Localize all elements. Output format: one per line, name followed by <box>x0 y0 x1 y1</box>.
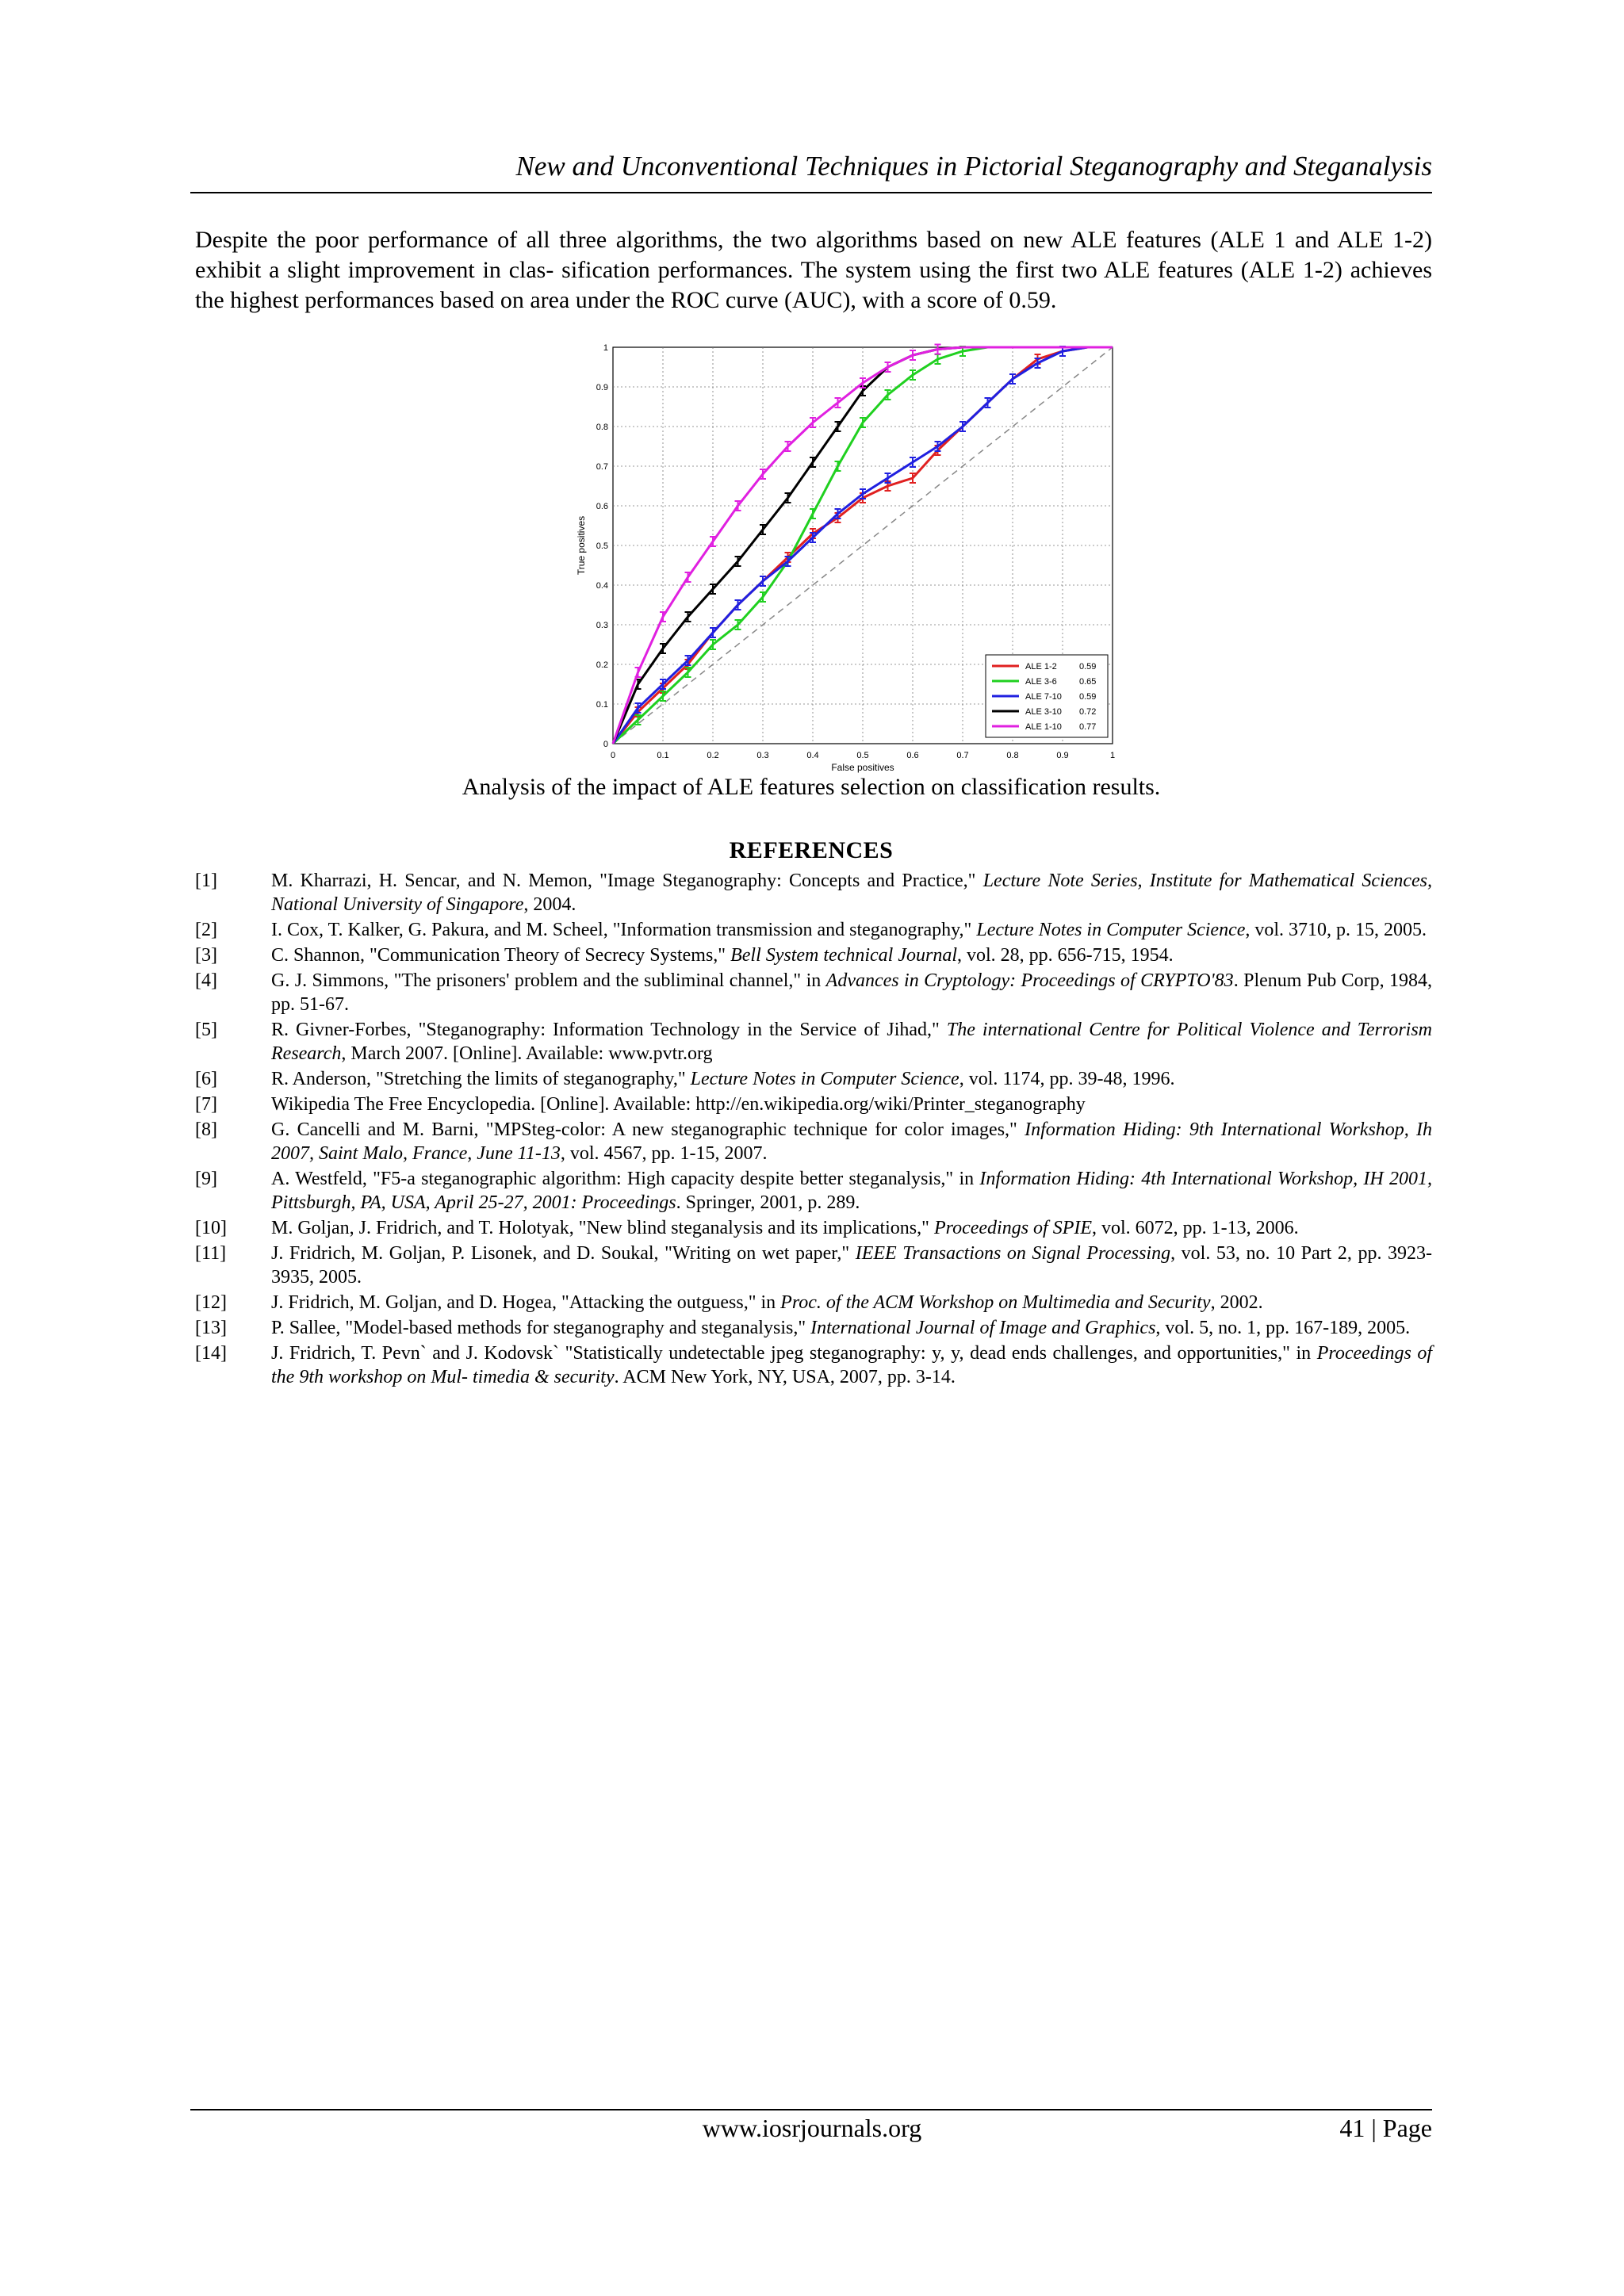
legend-label: ALE 7-10 <box>1025 692 1062 702</box>
reference-item <box>195 943 1432 967</box>
reference-text-details: , vol. 3710, p. 15, 2005. <box>1245 920 1427 940</box>
x-tick-label: 0.8 <box>1006 751 1019 760</box>
y-tick-label: 0.5 <box>596 541 608 551</box>
reference-source-title: The international Centre for Political Violence and Terrorism Research <box>271 1020 1433 1064</box>
reference-text-plain: M. Kharrazi, H. Sencar, and N. Memon, "Image Steganography: Concepts and Practice," <box>271 871 983 891</box>
reference-source-title: International Journal of Image and Graphics <box>810 1318 1156 1338</box>
x-tick-label: 0 <box>610 751 616 760</box>
reference-source-title: Information Hiding: 9th International Workshop, Ih 2007, Saint Malo, France, June 11-13 <box>271 1119 1433 1164</box>
x-tick-label: 0.5 <box>856 751 869 760</box>
reference-source-title: Lecture Notes in Computer Science <box>690 1069 959 1089</box>
reference-text <box>271 1018 1432 1066</box>
reference-item <box>195 1341 1432 1389</box>
reference-source-title: Proceedings of the 9th workshop on Mul- timedia & security <box>271 1343 1432 1387</box>
reference-text-plain: G. Cancelli and M. Barni, "MPSteg-color: A new steganographic technique for color images," <box>271 1119 1025 1140</box>
roc-chart <box>559 341 1122 773</box>
reference-number: [2] <box>195 920 217 940</box>
reference-item <box>195 1118 1432 1165</box>
references-heading: REFERENCES <box>729 837 894 863</box>
reference-number: [14] <box>195 1343 227 1364</box>
reference-item <box>195 1216 1432 1240</box>
legend-auc: 0.65 <box>1079 677 1097 687</box>
reference-text-details: , vol. 6072, pp. 1-13, 2006. <box>1092 1218 1299 1238</box>
reference-text <box>271 1118 1432 1165</box>
y-tick-label: 0.9 <box>596 383 608 392</box>
x-tick-label: 0.3 <box>756 751 769 760</box>
x-tick-label: 0.2 <box>707 751 719 760</box>
legend-label: ALE 3-6 <box>1025 677 1057 687</box>
legend-auc: 0.77 <box>1079 722 1097 732</box>
page-number: 41 | Page <box>1339 2114 1432 2142</box>
x-tick-label: 1 <box>1109 751 1116 760</box>
reference-source-title: Advances in Cryptology: Proceedings of CRYPTO'83 <box>825 970 1234 991</box>
reference-text-plain: J. Fridrich, T. Pevn` and J. Kodovsk` "Statistically undetectable jpeg steganography: y, y, dead ends challenges, and opportunities," in <box>271 1343 1317 1364</box>
body-paragraph: Despite the poor performance of all three algorithms, the two algorithms based on new ALE features (ALE 1 and ALE 1-2) exhibit a slight improvement in clas- sification performances. The system using the first two ALE features (ALE 1-2) achieves the highest performances based on area under the ROC curve (AUC), with a score of 0.59. <box>195 227 1432 313</box>
footer-rule <box>190 2109 1432 2110</box>
reference-text-plain: C. Shannon, "Communication Theory of Secrecy Systems," <box>271 945 731 966</box>
x-tick-label: 0.1 <box>657 751 669 760</box>
footer-site: www.iosrjournals.org <box>702 2114 922 2142</box>
reference-text <box>271 1316 1432 1340</box>
x-axis-label: False positives <box>831 762 894 773</box>
reference-text-plain: I. Cox, T. Kalker, G. Pakura, and M. Scheel, "Information transmission and steganography," <box>271 920 977 940</box>
reference-text-plain: G. J. Simmons, "The prisoners' problem and the subliminal channel," in <box>271 970 826 991</box>
running-header: New and Unconventional Techniques in Pictorial Steganography and Steganalysis <box>515 151 1432 182</box>
reference-text <box>271 1242 1432 1289</box>
reference-source-title: Proceedings of SPIE <box>933 1218 1093 1238</box>
y-axis-label: True positives <box>576 515 587 576</box>
reference-item <box>195 1291 1432 1314</box>
reference-number: [13] <box>195 1318 227 1338</box>
reference-source-title: Information Hiding: 4th International Workshop, IH 2001, Pittsburgh, PA, USA, April 25-27, 2001: Proceedings <box>271 1169 1432 1213</box>
y-tick-label: 0 <box>603 740 608 749</box>
y-tick-label: 0.4 <box>596 581 608 591</box>
reference-text-details: , vol. 1174, pp. 39-48, 1996. <box>959 1069 1175 1089</box>
reference-text-details: , vol. 28, pp. 656-715, 1954. <box>957 945 1174 966</box>
y-tick-label: 0.2 <box>596 660 608 670</box>
reference-text-details: . Springer, 2001, p. 289. <box>676 1192 860 1213</box>
x-tick-label: 0.7 <box>956 751 969 760</box>
reference-item <box>195 918 1432 942</box>
reference-text <box>271 1067 1432 1091</box>
y-tick-label: 0.3 <box>596 621 608 630</box>
reference-text-details: . Plenum Pub Corp, 1984, pp. 51-67. <box>271 970 1433 1015</box>
legend-label: ALE 3-10 <box>1025 707 1062 717</box>
reference-text-details: , vol. 53, no. 10 Part 2, pp. 3923-3935, 2005. <box>271 1243 1433 1288</box>
reference-number: [10] <box>195 1218 227 1238</box>
reference-text-details: , vol. 4567, pp. 1-15, 2007. <box>560 1143 768 1164</box>
reference-text <box>271 943 1432 967</box>
reference-number: [4] <box>195 970 217 991</box>
reference-item <box>195 969 1432 1016</box>
reference-text-details: , 2002. <box>1210 1292 1263 1313</box>
reference-text <box>271 1216 1432 1240</box>
reference-text-plain: R. Anderson, "Stretching the limits of steganography," <box>271 1069 691 1089</box>
reference-number: [3] <box>195 945 217 966</box>
reference-text <box>271 1341 1432 1389</box>
reference-list <box>195 869 1432 1391</box>
reference-text-plain: Wikipedia The Free Encyclopedia. [Online]. Available: http://en.wikipedia.org/wiki/Printer_steganography <box>271 1094 1086 1115</box>
y-tick-label: 0.8 <box>596 423 608 432</box>
reference-text-plain: R. Givner-Forbes, "Steganography: Information Technology in the Service of Jihad," <box>271 1020 947 1040</box>
reference-text-details: , vol. 5, no. 1, pp. 167-189, 2005. <box>1155 1318 1411 1338</box>
reference-source-title: Bell System technical Journal <box>730 945 958 966</box>
legend-label: ALE 1-2 <box>1025 662 1057 672</box>
reference-source-title: Lecture Notes in Computer Science <box>976 920 1246 940</box>
y-tick-label: 0.7 <box>596 462 608 472</box>
reference-text-details: . ACM New York, NY, USA, 2007, pp. 3-14. <box>614 1367 956 1387</box>
reference-source-title: IEEE Transactions on Signal Processing <box>855 1243 1171 1264</box>
reference-text-plain: A. Westfeld, "F5-a steganographic algorithm: High capacity despite better steganalysis," in <box>271 1169 980 1189</box>
reference-text <box>271 969 1432 1016</box>
x-tick-label: 0.6 <box>906 751 919 760</box>
reference-text-plain: J. Fridrich, M. Goljan, and D. Hogea, "Attacking the outguess," in <box>271 1292 781 1313</box>
reference-text <box>271 918 1432 942</box>
legend-auc: 0.59 <box>1079 692 1097 702</box>
reference-item <box>195 1018 1432 1066</box>
y-tick-label: 0.1 <box>596 700 608 710</box>
reference-item <box>195 1067 1432 1091</box>
reference-number: [6] <box>195 1069 217 1089</box>
reference-item <box>195 869 1432 916</box>
reference-item <box>195 1167 1432 1215</box>
reference-number: [8] <box>195 1119 217 1140</box>
reference-text <box>271 1167 1432 1215</box>
reference-item <box>195 1316 1432 1340</box>
reference-number: [11] <box>195 1243 227 1264</box>
y-tick-label: 1 <box>603 343 608 353</box>
reference-item <box>195 1093 1432 1116</box>
reference-source-title: Lecture Note Series, Institute for Mathematical Sciences, National University of Singapore <box>271 871 1433 915</box>
reference-number: [7] <box>195 1094 217 1115</box>
reference-text-plain: J. Fridrich, M. Goljan, P. Lisonek, and D. Soukal, "Writing on wet paper," <box>271 1243 856 1264</box>
reference-number: [9] <box>195 1169 217 1189</box>
reference-number: [1] <box>195 871 217 891</box>
reference-text <box>271 1093 1432 1116</box>
reference-text-plain: P. Sallee, "Model-based methods for steganography and steganalysis," <box>271 1318 811 1338</box>
header-rule <box>190 192 1432 193</box>
reference-text <box>271 869 1432 916</box>
reference-number: [12] <box>195 1292 227 1313</box>
x-tick-label: 0.4 <box>806 751 819 760</box>
figure-caption: Analysis of the impact of ALE features selection on classification results. <box>462 774 1161 800</box>
legend-label: ALE 1-10 <box>1025 722 1062 732</box>
reference-source-title: Proc. of the ACM Workshop on Multimedia and Security <box>780 1292 1211 1313</box>
y-tick-label: 0.6 <box>596 502 608 511</box>
reference-text <box>271 1291 1432 1314</box>
legend-auc: 0.59 <box>1079 662 1097 672</box>
reference-text-details: , March 2007. [Online]. Available: www.pvtr.org <box>341 1043 713 1064</box>
x-tick-label: 0.9 <box>1056 751 1069 760</box>
roc-figure <box>559 341 1122 773</box>
reference-number: [5] <box>195 1020 217 1040</box>
legend-auc: 0.72 <box>1079 707 1097 717</box>
reference-text-plain: M. Goljan, J. Fridrich, and T. Holotyak, "New blind steganalysis and its implications," <box>271 1218 934 1238</box>
reference-text-details: , 2004. <box>523 894 576 915</box>
reference-item <box>195 1242 1432 1289</box>
